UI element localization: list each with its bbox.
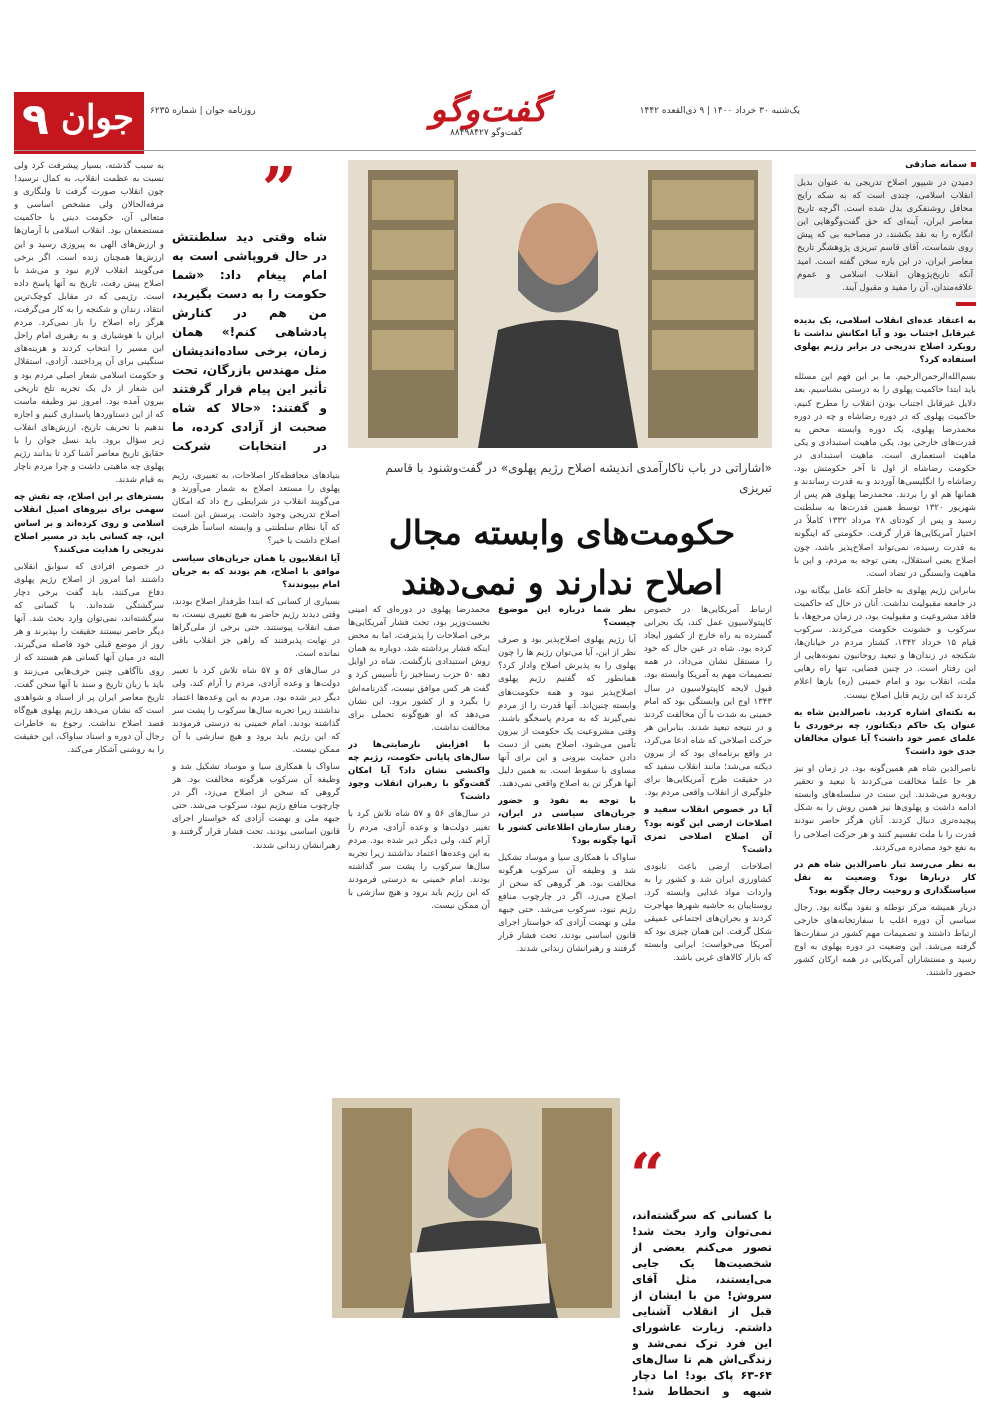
page-number: ۹ — [22, 94, 49, 145]
intro-text: دمیدن در شیپور اصلاح تدریجی به عنوان بدیل انقلاب اسلامی، چندی است که به سکه رایج محافل روشنفکری بدل شده است. اگرچه تاریخ معاصر ایران، آینه‌ای که حق گفت‌وگوهایی این انگاره را به نقد بکشند، در مصاحبه بی که پیش روی شماست، آقای قاسم تبریزی پژوهشگر تاریخ معاصر ایران، در این باره سخن گفته است. امید آنکه تاریخ‌پژوهان انقلاب اسلامی و عموم علاقه‌مندان، آن را مفید و مقبول آیند. — [794, 174, 976, 298]
answer-6-repeat: ساواک با همکاری سیا و موساد تشکیل شد و وظیفه آن سرکوب هرگونه مخالفت بود. هر گروهی که سخن از اصلاح می‌زد، اگر در چارچوب منافع رژیم نبود، سرکوب می‌شد. حتی جبهه ملی و نهضت آزادی که خواستار اجرای قانون اساسی بودند، تحت فشار قرار گرفتند و رهبرانشان زندانی شدند. — [172, 761, 340, 851]
question-6: با توجه به نفوذ و حضور جریان‌های سیاسی در ایران، رفتار سازمان اطلاعاتی کشور با آنها چگونه بود؟ — [498, 796, 636, 846]
answer-1: بسم‌الله‌الرحمن‌الرحیم. ما بر این فهم این مسئله باید ابتدا حاکمیت پهلوی را به درستی بشناسیم. بعد دلایل غیرقابل اجتناب بودن انقلاب را مطرح کنیم. حاکمیت پهلوی که در دوره رضاشاه و چه در دوره محمدرضا پهلوی، یک دوره وابسته محض به قدرت‌های خارجی بود. یکی ماهیت استبدادی و یکی ماهیت استعماری است. ماهیت استبدادی در حکومت رضاشاه از اول تا آخر حکومتش بود. رضاشاه را انگلیسی‌ها آوردند و به قدرت رساندند و همانها هم او را بردند. محمدرضا پهلوی هم پس از شهریور ۱۳۲۰ توسط همین قدرت‌ها به سلطنت رسید و پس از کودتای ۲۸ مرداد ۱۳۳۲ کاملاً در اختیار آمریکایی‌ها قرار گرفت. حکومتی که اینگونه به قدرت رسیده، نمی‌تواند اصلاح‌پذیر باشد، چون اصلاح یعنی استقلال، یعنی توجه به مردم، و این با ماهیت وابستگی در تضاد است. — [794, 372, 976, 579]
newspaper-logo — [14, 92, 144, 154]
date-line: یک‌شنبه ۳۰ خرداد ۱۴۰۰ | ۹ ذی‌القعده ۱۴۴۲ — [639, 106, 800, 116]
column-left-mid — [348, 604, 490, 1079]
issue-line: روزنامه جوان | شماره ۶۲۳۵ — [150, 106, 256, 116]
section-contact: گفت‌وگو ۸۸۴۹۸۴۲۷ — [450, 128, 523, 138]
mid-question: نظر شما درباره این موضوع چیست؟ — [498, 605, 636, 629]
left-text: بنیاد‌های محافظه‌کار اصلاحات، به تعبیری، رژیم پهلوی را مستعد اصلاح به شمار می‌آورند و می‌گویند انقلاب در شرایطی رخ داد که امکان اصلاح تدریجی وجود داشت. پرسش این است که آیا نظام سلطنتی و وابسته اساساً ظرفیت اصلاح داشت یا خیر؟ — [172, 471, 340, 547]
pull-quote-top: شاه وقتی دید سلطنتش در حال فروپاشی است به امام پیغام داد: «شما حکومت را به دست بگیرید، من هم در کنارش پادشاهی کنم!» همان زمان، برخی ساده‌اندیشان مثل مهندس بازرگان، تحت تأثیر این پیام قرار گرفتند و گفتند: «حالا که شاه صحبت از آزادی کرده، ما در انتخابات شرکت — [172, 230, 327, 453]
question-1: به اعتقاد عده‌ای انقلاب اسلامی، یک بدیده غیرقابل اجتناب بود و آیا امکانش نداشت تا رویکرد اصلاح تدریجی در برابر رژیم پهلوی استفاده کرد؟ — [794, 315, 976, 366]
answer-9: در خصوص افرادی که سوابق انقلابی داشتند اما امروز از اصلاح رژیم پهلوی دفاع می‌کنند، باید گفت برخی دچار سرگشتگی شده‌اند. با کسانی که سرگشته‌اند، نمی‌توان وارد بحث شد. آنها دیگر حاضر نیستند حقیقت را بپذیرند و هر روز از موضع قبلی خود فاصله می‌گیرند. البته در میان آنها کسانی هم هستند که از روی ناآگاهی چنین حرف‌هایی می‌زنند و باید با زبان تاریخ و سند با آنها سخن گفت. تاریخ معاصر ایران پر از اسناد و شواهدی است که نشان می‌دهد رژیم پهلوی هیچ‌گاه قصد اصلاح نداشت. رجوع به خاطرات رجال آن دوره و اسناد ساواک، این حقیقت را به روشنی آشکار می‌کند. — [14, 561, 164, 756]
section-title: گفت‌وگو — [430, 90, 547, 130]
author-byline: سمانه صادقی — [794, 160, 976, 170]
left-mid-text: محمدرضا پهلوی در دوره‌ای که امینی نخست‌وزیر بود، تحت فشار آمریکایی‌ها برخی اصلاحات را پذیرفت، اما به محض اینکه فشار برداشته شد، دوباره به همان روش استبدادی بازگشت. شاه در اوایل دهه ۵۰ حزب رستاخیز را تأسیس کرد و گفت هر کس موافق نیست، گذرنامه‌اش را بگیرد و از کشور برود. این نشان می‌دهد که او هیچ‌گونه تحملی برای مخالفت نداشت. — [348, 605, 490, 733]
photo-illustration-2 — [332, 1098, 620, 1318]
interviewee-photo — [348, 160, 772, 448]
quote-mark-icon-2: “ — [630, 1141, 665, 1211]
answer-7: در سال‌های ۵۶ و ۵۷ شاه تلاش کرد با تغییر دولت‌ها و وعده آزادی، مردم را آرام کند، ولی دیگر دیر شده بود. مردم به این وعده‌ها اعتماد نداشتند زیرا تجربه سال‌ها سرکوب را پشت سر گذاشته بودند. امام خمینی به درستی فرمودند که این رژیم باید برود و هیچ سازشی با آن ممکن نیست. — [348, 809, 490, 912]
question-4: به نظر می‌رسد تبار ناصرالدین شاه هم در کار دربارها بود؟ وضعیت به نقل سیاستگذاری و روحیت رجال چگونه بود؟ — [794, 859, 976, 896]
answer-8: بسیاری از کسانی که ابتدا طرفدار اصلاح بودند، وقتی دیدند رژیم حاضر به هیچ تغییری نیست، به صف انقلاب پیوستند. حتی برخی از ملی‌گراها در نهایت پذیرفتند که راهی جز انقلاب باقی نمانده است. — [172, 596, 340, 660]
column-mid — [498, 604, 636, 1079]
photo-caption: «اشاراتی در باب ناکارآمدی اندیشه اصلاح رژیم پهلوی» در گفت‌وشنود با قاسم تبریزی — [385, 461, 772, 495]
column-mid-right — [644, 604, 772, 1079]
answer-6: ساواک با همکاری سیا و موساد تشکیل شد و وظیفه آن سرکوب هرگونه مخالفت بود. هر گروهی که سخن از اصلاح می‌زد، اگر در چارچوب منافع رژیم نبود، سرکوب می‌شد. حتی جبهه ملی و نهضت آزادی که خواستار اجرای قانون اساسی بودند، تحت فشار قرار گرفتند و رهبرانشان زندانی شدند. — [498, 852, 636, 955]
brand-name: جوان — [61, 98, 134, 138]
column-right — [794, 160, 976, 1400]
question-7: با افزایش نارضایتی‌ها در سال‌های پایانی حکومت، رژیم چه واکنشی نشان داد؟ آیا امکان گفت‌وگو با رهبران انقلاب وجود داشت؟ — [348, 739, 490, 803]
far-left-text: به سبب گذشته، بسیار پیشرفت کرد ولی نسبت به عظمت انقلاب، به کمال نرسید! چون انقلاب صورت گرفت تا ولنگاری و مرفه‌الحالان ولی مشخص اساسی و متعالی آن، حکومت دینی با حاکمیت مستضعفان بود. انقلاب اسلامی با آرمان‌ها و ارزش‌های الهی به پیروزی رسید و این ارزش‌ها همچنان زنده است. اگر برخی می‌گویند انقلاب لازم نبود و می‌شد با اصلاح پیش رفت، تاریخ به آنها پاسخ داده است. رژیمی که در مقابل کوچک‌ترین انتقاد، زندان و شکنجه را به کار می‌گرفت، هرگز راه اصلاح را باز نمی‌کرد. مردم ایران با هوشیاری و به رهبری امام راحل این مسیر را انتخاب کردند و هزینه‌های سنگینی برای آن پرداختند. آزادی، استقلال و حکومت اسلامی شعار اصلی مردم بود و این شعار از دل یک تجربه تلخ تاریخی بیرون آمده بود. امروز نیز وظیفه ماست که از این دستاوردها پاسداری کنیم و اجازه ندهیم با تحریف تاریخ، ارزش‌های انقلاب زیر سؤال برود. باید نسل جوان را با حقایق تاریخ معاصر آشنا کرد تا بدانند رژیم پهلوی چه ماهیتی داشت و چرا مردم ناچار به قیام شدند. — [14, 161, 164, 486]
column-far-left — [14, 160, 164, 1400]
red-marker — [956, 302, 976, 306]
mid-text: آیا رژیم پهلوی اصلاح‌پذیر بود و صرف نظر از این، آیا می‌توان رژیم ها را چون پهلوی را به پذیرش اصلاح وادار کرد؟ همانطور که گفتیم رژیم پهلوی اصلاح‌پذیر نبود و همه حکومت‌های وابسته چنین‌اند. آنها قدرت را از مردم نمی‌گیرند که به مردم پاسخگو باشند. وقتی مشروعیت یک حکومت از بیرون تأمین می‌شود، اصلاح یعنی از دست دادن حمایت بیرونی و این برای آنها مساوی با سقوط است. به همین دلیل آنها هرگز تن به اصلاح واقعی نمی‌دهند. — [498, 635, 636, 790]
header-divider — [14, 150, 976, 151]
mid-right-text: ارتباط آمریکایی‌ها در خصوص کاپیتولاسیون عمل کند، یک بحرانی گسترده به راه خارج از کشور ایجاد کرده بود. شاه در عین حال که خود را مستقل نشان می‌داد، در همه تصمیمات مهم به آمریکا وابسته بود. قبول لایحه کاپیتولاسیون در سال ۱۳۴۳ اوج این وابستگی بود که امام خمینی به شدت با آن مخالفت کردند و در نتیجه تبعید شدند. بنابراین هر حرکت اصلاحی که شاه ادعا می‌کرد، در واقع برنامه‌ای بود که از بیرون دیکته می‌شد؛ مانند انقلاب سفید که در حقیقت طرح آمریکایی‌ها برای جلوگیری از انقلاب واقعی مردم بود. — [644, 605, 772, 799]
question-8: آیا انقلابیون یا همان جریان‌های سیاسی موافق با اصلاح، هم بودند که به جریان امام بپیوندند؟ — [172, 553, 340, 590]
quote-mark-icon: ” — [262, 155, 297, 225]
answer-7-repeat: در سال‌های ۵۶ و ۵۷ شاه تلاش کرد با تغییر دولت‌ها و وعده آزادی، مردم را آرام کند، ولی دیگر دیر شده بود. مردم به این وعده‌ها اعتماد نداشتند زیرا تجربه سال‌ها سرکوب را پشت سر گذاشته بودند. امام خمینی به درستی فرمودند که این رژیم باید برود و هیچ سازشی با آن ممکن نیست. — [172, 666, 340, 755]
pull-quote-bottom: با کسانی که سرگشته‌اند، نمی‌توان وارد بحث شد! تصور می‌کنم بعضی از شخصیت‌ها یک جایی می‌ایستند، مثل آقای سروش! من با ایشان از قبل از انقلاب آشنایی داشتم. زیارت عاشورای این فرد ترک نمی‌شد و زندگی‌اش هم تا سال‌های ۶۴-۶۳ پاک بود! اما دچار شبهه و انحطاط شد! — [632, 1209, 772, 1398]
question-5: آیا در خصوص انقلاب سفید و اصلاحات ارضی این گونه بود؟ آن اصلاح اصلاحی ثمری داشت؟ — [644, 805, 772, 855]
question-9: بستر‌های بر این اصلاح، چه نقش چه سهمی برای نیروهای اصیل انقلاب اسلامی و روی کرده‌اند و بر اساس این، چه کسانی باید در مسیر اصلاح تدریجی را هدایت می‌کنند؟ — [14, 492, 164, 555]
answer-4: دربار همیشه مرکز توطئه و نفوذ بیگانه بود. رجال سیاسی آن دوره اغلب با سفارتخانه‌های خارجی ارتباط داشتند و تصمیمات مهم کشور در سفارت‌ها گرفته می‌شد. این وضعیت در دوره پهلوی به اوج رسید و مستشاران آمریکایی در همه ارکان کشور حضور داشتند. — [794, 902, 976, 979]
answer-3: ناصرالدین شاه هم همین‌گونه بود. در زمان او نیز هر جا علما مخالفت می‌کردند با تبعید و تحقیر روبه‌رو می‌شدند. این سنت در سلسله‌های وابسته ادامه داشت و پهلوی‌ها نیز همین روش را به شکل پیچیده‌تری دنبال کردند. آنان هرگز حاضر نبودند قدرت را با ملت تقسیم کنند و هر حرکت اصلاحی را به نفع خود مصادره می‌کردند. — [794, 764, 976, 853]
page-headline: حکومت‌های وابسته مجال اصلاح ندارند و نمی‌دهند — [388, 513, 736, 602]
photo-illustration — [348, 160, 772, 448]
question-3: به نکته‌ای اشاره کردید. ناصرالدین شاه به عنوان یک حاکم دیکتاتور، چه برخوردی با علمای عصر خود داشت؟ آیا عنوان مخالفان جدی خود داشت؟ — [794, 707, 976, 757]
answer-2: بنابراین رژیم پهلوی به خاطر آنکه عامل بیگانه بود، در جامعه مقبولیت نداشت. آنان در حال که حاکمیت فاقد مشروعیت و مقبولیت بود، در زمان مرجع‌ها، با سرکوب و خشونت حکومت می‌کردند. سرکوب قیام ۱۵ خرداد ۱۳۴۲، کشتار مردم در خیابان‌ها، شکنجه در زندان‌ها و تبعید روحانیون نمونه‌هایی از این رفتار است. در چنین فضایی، تنها راه رهایی ملت، انقلاب بود و امام خمینی (ره) بارها اعلام کردند که این رژیم قابل اصلاح نیست. — [794, 585, 976, 701]
answer-5: اصلاحات ارضی باعث نابودی کشاورزی ایران شد و کشور را به واردات مواد غذایی وابسته کرد. روستاییان به حاشیه شهرها مهاجرت کردند و بحران‌های اجتماعی عمیقی شکل گرفت. این همان چیزی بود که آمریکا می‌خواست: ایرانی وابسته که بازار کالاهای غربی باشد. — [644, 861, 772, 964]
column-left — [172, 470, 340, 1400]
interviewee-reading-photo — [332, 1098, 620, 1318]
